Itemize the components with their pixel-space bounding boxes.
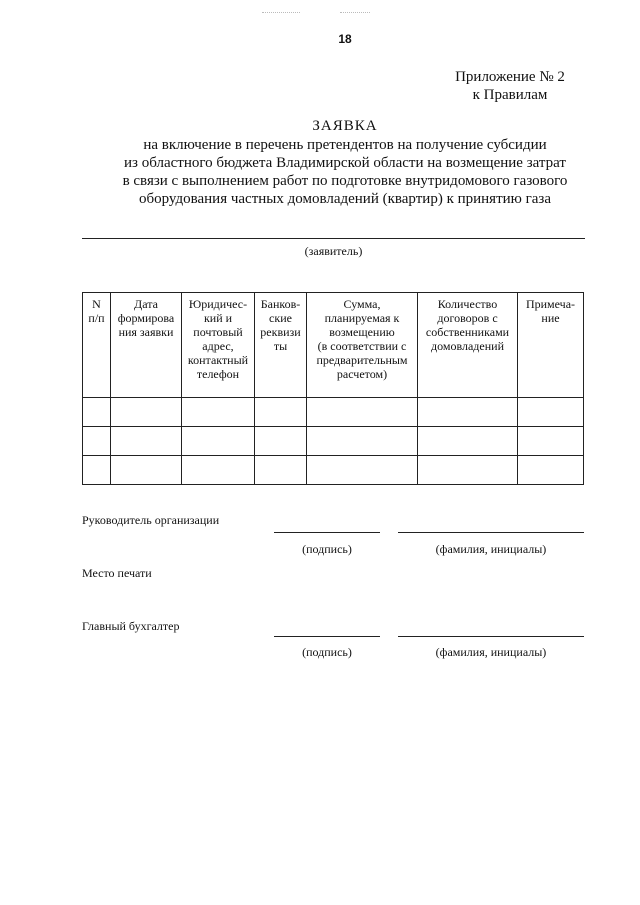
appendix-line: к Правилам <box>472 87 548 103</box>
table-cell[interactable] <box>518 427 584 456</box>
table-cell[interactable] <box>83 456 111 485</box>
column-header-line: Банков- <box>260 297 301 311</box>
document-subtitle <box>90 136 600 208</box>
subtitle-line: из областного бюджета Владимирской области на возмещение затрат <box>124 155 566 171</box>
column-header-line: планируемая к <box>324 311 400 325</box>
table-cell[interactable] <box>255 427 307 456</box>
column-header-bank-details <box>255 293 307 398</box>
appendix-line: Приложение № 2 <box>455 69 565 85</box>
column-header-line: (в соответствии с <box>317 339 407 353</box>
column-header-line: Юридичес- <box>188 297 248 311</box>
chief-accountant-label: Главный бухгалтер <box>82 619 180 633</box>
column-header-line: Количество <box>437 297 498 311</box>
column-header-line: реквизи <box>260 325 301 339</box>
column-header-line: договоров с <box>437 311 498 325</box>
scan-artifact <box>262 12 300 17</box>
applications-table <box>82 292 584 485</box>
column-header-address <box>182 293 255 398</box>
table-cell[interactable] <box>255 456 307 485</box>
subtitle-line: на включение в перечень претендентов на получение субсидии <box>143 137 547 153</box>
column-header-line: п/п <box>88 311 105 325</box>
subtitle-line: в связи с выполнением работ по подготовке внутридомового газового <box>122 173 568 189</box>
column-header-line: предварительным <box>316 353 408 367</box>
table-cell[interactable] <box>111 398 182 427</box>
column-header-line: телефон <box>196 367 240 381</box>
page-number: 18 <box>338 32 352 46</box>
column-header-line: расчетом) <box>336 367 388 381</box>
column-header-line: формирова <box>117 311 175 325</box>
table-cell[interactable] <box>418 427 518 456</box>
column-header-line: почтовый <box>193 325 243 339</box>
applicant-field-line[interactable] <box>82 238 585 239</box>
table-cell[interactable] <box>83 398 111 427</box>
column-header-date <box>111 293 182 398</box>
column-header-line: собственниками <box>425 325 510 339</box>
column-header-contracts-count <box>418 293 518 398</box>
applicant-caption: (заявитель) <box>304 244 363 258</box>
table-row <box>83 398 584 427</box>
column-header-line: адрес, <box>202 339 234 353</box>
column-header-line: ты <box>273 339 288 353</box>
head-signature-line[interactable] <box>274 532 380 533</box>
column-header-line: ние <box>541 311 560 325</box>
stamp-place-label: Место печати <box>82 566 152 580</box>
column-header-line: ния заявки <box>118 325 174 339</box>
table-cell[interactable] <box>255 398 307 427</box>
table-cell[interactable] <box>83 427 111 456</box>
column-header-line: Примеча- <box>525 297 576 311</box>
head-signature-caption: (подпись) <box>302 542 352 556</box>
table-cell[interactable] <box>418 456 518 485</box>
column-header-line: N <box>92 297 101 311</box>
scan-artifact <box>340 12 370 17</box>
table-cell[interactable] <box>182 427 255 456</box>
table-row <box>83 427 584 456</box>
head-of-organization-label: Руководитель организации <box>82 513 220 527</box>
column-header-number <box>83 293 111 398</box>
column-header-line: Сумма, <box>343 297 381 311</box>
table-cell[interactable] <box>307 456 418 485</box>
appendix-reference <box>420 68 600 104</box>
table-cell[interactable] <box>518 456 584 485</box>
column-header-line: кий и <box>203 311 233 325</box>
table-cell[interactable] <box>111 456 182 485</box>
table-cell[interactable] <box>182 398 255 427</box>
head-name-line[interactable] <box>398 532 584 533</box>
table-cell[interactable] <box>307 398 418 427</box>
accountant-name-caption: (фамилия, инициалы) <box>435 645 547 659</box>
table-cell[interactable] <box>182 456 255 485</box>
column-header-line: Дата <box>134 297 158 311</box>
column-header-line: ские <box>269 311 292 325</box>
column-header-line: контактный <box>187 353 249 367</box>
table-row <box>83 456 584 485</box>
column-header-line: домовладений <box>431 339 504 353</box>
table-header-row <box>83 293 584 398</box>
table-cell[interactable] <box>307 427 418 456</box>
head-name-caption: (фамилия, инициалы) <box>435 542 547 556</box>
column-header-line: возмещению <box>329 325 395 339</box>
accountant-signature-line[interactable] <box>274 636 380 637</box>
table-cell[interactable] <box>418 398 518 427</box>
document-title: ЗАЯВКА <box>312 118 378 134</box>
column-header-notes <box>518 293 584 398</box>
table-cell[interactable] <box>518 398 584 427</box>
table-cell[interactable] <box>111 427 182 456</box>
accountant-signature-caption: (подпись) <box>302 645 352 659</box>
accountant-name-line[interactable] <box>398 636 584 637</box>
subtitle-line: оборудования частных домовладений (квартир) к принятию газа <box>138 191 552 207</box>
column-header-amount <box>307 293 418 398</box>
